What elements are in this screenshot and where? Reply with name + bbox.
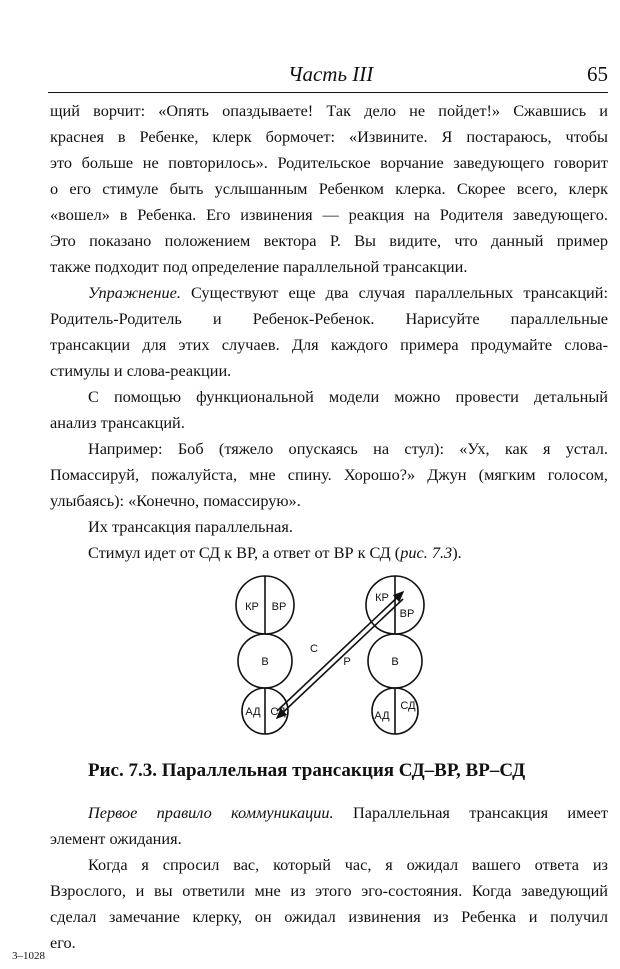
- stimulus-arrow: [277, 592, 403, 711]
- paragraph-exercise: [50, 280, 608, 384]
- text-line: о его стимуле быть услышанным Ребенком клерка. Скорее всего, клерк: [50, 179, 608, 198]
- text-line: трансакции для этих случаев. Для каждого примера продумайте слова-: [50, 335, 608, 354]
- text-line: Это показано положением вектора Р. Вы видите, что данный пример: [50, 231, 608, 250]
- paragraph-rule: [50, 800, 608, 852]
- text-line: Взрослого, и вы ответили мне из этого эго-состояния. Когда заведующий: [50, 881, 608, 900]
- text-line: «вошел» в Ребенка. Его извинения — реакция на Родителя заведующего.: [50, 205, 608, 224]
- text-line: Стимул идет от СД к ВР, а ответ от ВР к СД (рис. 7.3).: [88, 543, 462, 562]
- printer-signature: 3–1028: [12, 950, 45, 962]
- section-title: Часть III: [288, 62, 374, 86]
- right-v-label: В: [391, 656, 399, 668]
- text-line: элемент ожидания.: [50, 829, 182, 848]
- rule-label: Первое правило коммуникации.: [88, 803, 334, 822]
- text-line: краснея в Ребенке, клерк бормочет: «Извините. Я постараюсь, чтобы: [50, 127, 608, 146]
- text-line: Например: Боб (тяжело опускаясь на стул): «Ух, как я устал.: [88, 439, 608, 458]
- paragraph-5: [50, 514, 608, 540]
- left-sd-label: СД: [270, 706, 286, 718]
- transaction-diagram: [225, 575, 435, 735]
- right-vr-label: ВР: [399, 608, 415, 620]
- left-ad-label: АД: [245, 706, 261, 718]
- paragraph-3: [50, 384, 608, 436]
- text-line: Помассируй, пожалуйста, мне спину. Хорошо?» Джун (мягким голосом,: [50, 465, 608, 484]
- left-vr-label: ВР: [271, 601, 287, 613]
- response-label: Р: [343, 656, 351, 668]
- text-line: улыбаясь): «Конечно, помассирую».: [50, 491, 301, 510]
- figure-7-3: [225, 575, 435, 735]
- text-line: Упражнение. Существуют еще два случая параллельных трансакций:: [88, 283, 609, 302]
- text-line: это больше не повторилось». Родительское ворчание заведующего говорит: [50, 153, 608, 172]
- right-ad-label: АД: [374, 710, 390, 722]
- text-line: также подходит под определение параллельной трансакции.: [50, 257, 468, 276]
- text-line: щий ворчит: «Опять опаздываете! Так дело не пойдет!» Сжавшись и: [50, 101, 608, 120]
- figure-caption: Рис. 7.3. Параллельная трансакция СД–ВР, ВР–СД: [88, 760, 526, 781]
- paragraph-example: [50, 436, 608, 514]
- paragraph-6: [50, 540, 608, 566]
- paragraph-8: [50, 852, 608, 956]
- text-line: его.: [50, 933, 76, 952]
- text-line: Когда я спросил вас, который час, я ожидал вашего ответа из: [88, 855, 608, 874]
- right-kr-label: КР: [375, 592, 389, 604]
- figure-reference: рис. 7.3: [400, 543, 453, 562]
- response-arrow: [277, 599, 403, 718]
- running-header: [48, 54, 608, 93]
- text-line: Первое правило коммуникации. Параллельная трансакция имеет: [88, 803, 609, 822]
- stimulus-label: С: [310, 643, 318, 655]
- left-kr-label: КР: [245, 601, 259, 613]
- exercise-label: Упражнение.: [88, 283, 181, 302]
- right-sd-label: СД: [400, 700, 416, 712]
- page-number: 65: [587, 62, 608, 86]
- text-line: анализ трансакций.: [50, 413, 185, 432]
- text-line: стимулы и слова-реакции.: [50, 361, 232, 380]
- text-line: Родитель-Родитель и Ребенок-Ребенок. Нарисуйте параллельные: [50, 309, 608, 328]
- text-line: С помощью функциональной модели можно провести детальный: [88, 387, 608, 406]
- paragraph-1: [50, 98, 608, 280]
- text-line: Их трансакция параллельная.: [88, 517, 293, 536]
- text-line: сделал замечание клерку, он ожидал извинения из Ребенка и получил: [50, 907, 608, 926]
- left-v-label: В: [261, 656, 269, 668]
